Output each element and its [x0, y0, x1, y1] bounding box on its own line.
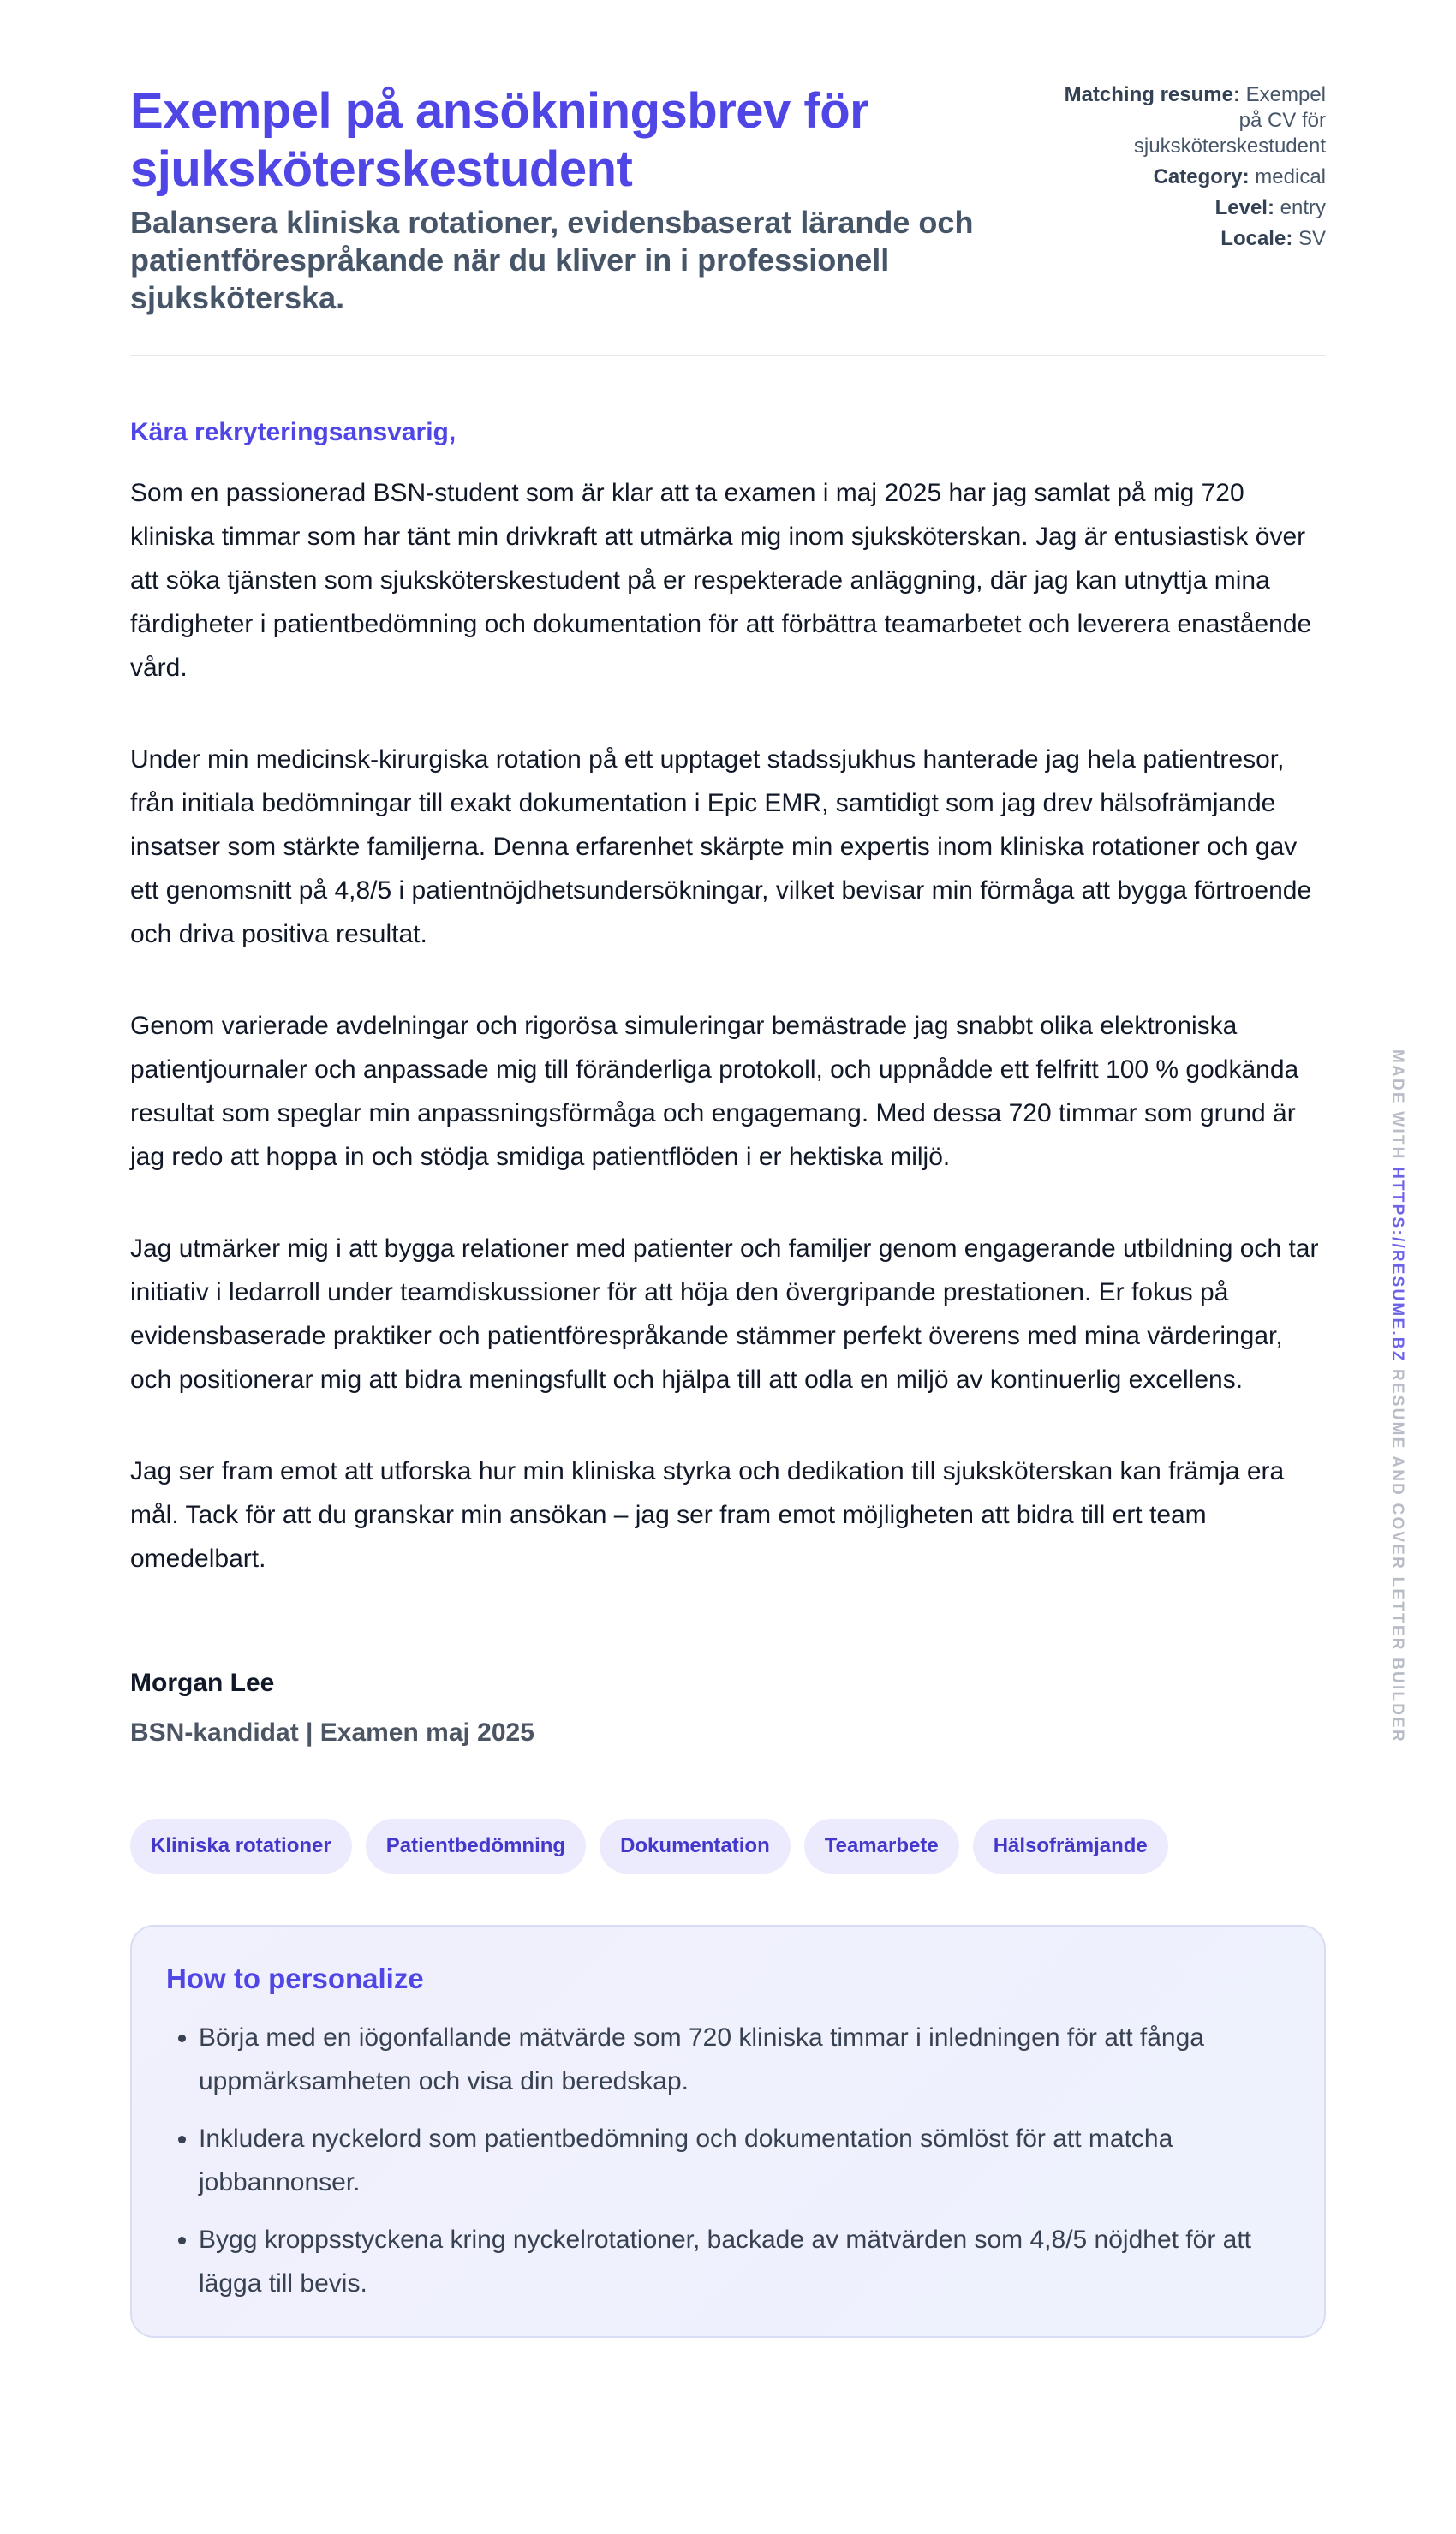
tag-patientbedomning: Patientbedömning: [366, 1819, 586, 1874]
meta-matching-resume-label: Matching resume:: [1064, 83, 1240, 106]
tag-dokumentation: Dokumentation: [600, 1819, 791, 1874]
letter-paragraph-4: Jag utmärker mig i att bygga relationer med patienter och familjer genom engagerande utbildning och tar initiativ i ledarroll under teamdiskussioner för att höja den övergripande prestationen. Er fokus på evidensbaserade praktiker och patientförespråkande stämmer perfekt överens med mina värderingar, och positionerar mig att bidra meningsfullt och hjälpa till att odla en miljö av kontinuerlig excellens.: [130, 1234, 1319, 1394]
tip-item: • Inkludera nyckelord som patientbedömning och dokumentation sömlöst för att matcha jobbannonser.: [199, 2117, 1290, 2204]
meta-level: [1043, 195, 1326, 221]
watermark-link[interactable]: HTTPS://RESUME.BZ: [1388, 1167, 1406, 1363]
signature-name: Morgan Lee: [130, 1669, 275, 1697]
meta-level-value: entry: [1280, 196, 1326, 219]
meta-category: [1043, 164, 1326, 190]
signature-block: [130, 1666, 1326, 1750]
meta-locale: [1043, 226, 1326, 252]
tag-kliniska-rotationer: Kliniska rotationer: [130, 1819, 352, 1874]
meta-locale-value: SV: [1298, 227, 1326, 250]
meta-category-value: medical: [1255, 165, 1326, 188]
tag-halsoframjande: Hälsofrämjande: [973, 1819, 1168, 1874]
meta-info: [1043, 82, 1326, 257]
watermark-suffix: RESUME AND COVER LETTER BUILDER: [1388, 1369, 1406, 1743]
meta-level-label: Level:: [1214, 196, 1274, 219]
meta-category-label: Category:: [1153, 165, 1250, 188]
tip-item: • Börja med en iögonfallande mätvärde som 720 kliniska timmar i inledningen för att fånga uppmärksamheten och visa din beredskap.: [199, 2016, 1290, 2103]
watermark-prefix: MADE WITH: [1388, 1049, 1406, 1161]
header-left: [130, 82, 1004, 317]
page-title: Exempel på ansökningsbrev för sjuksköterskestudent: [130, 83, 869, 197]
meta-matching-resume: [1043, 82, 1326, 159]
letter-paragraph-5: Jag ser fram emot att utforska hur min kliniska styrka och dedikation till sjuksköterskan kan främja era mål. Tack för att du granskar min ansökan – jag ser fram emot möjligheten att bidra till ert team omedelbart.: [130, 1457, 1285, 1573]
letter-paragraph-3: Genom varierade avdelningar och rigorösa simuleringar bemästrade jag snabbt olika elektroniska patientjournaler och anpassade mig till föränderliga protokoll, och uppnådde ett felfritt 100 % godkända resultat som speglar min anpassningsförmåga och engagemang. Med dessa 720 timmar som grund är jag redo att hoppa in och stödja smidiga patientflöden i er hektiska miljö.: [130, 1012, 1299, 1171]
header-divider: [130, 355, 1326, 356]
tips-list: [166, 2016, 1290, 2305]
page-subtitle: Balansera kliniska rotationer, evidensbaserat lärande och patientförespråkande när du kliver in i professionell sjuksköterska.: [130, 205, 974, 315]
letter-greeting: Kära rekryteringsansvarig,: [130, 418, 456, 446]
tips-title: How to personalize: [166, 1963, 424, 1994]
tag-teamarbete: Teamarbete: [804, 1819, 959, 1874]
signature-role: BSN-kandidat | Examen maj 2025: [130, 1718, 534, 1747]
meta-matching-resume-value: Exempel på CV för sjuksköterskestudent: [1133, 83, 1326, 158]
cover-letter-page: [130, 82, 1326, 2338]
header: [130, 82, 1326, 317]
personalize-tips-box: [130, 1925, 1326, 2338]
made-with-watermark: [1387, 1049, 1406, 1743]
tip-item: • Bygg kroppsstyckena kring nyckelrotationer, backade av mätvärden som 4,8/5 nöjdhet för att lägga till bevis.: [199, 2218, 1290, 2305]
letter-paragraph-1: Som en passionerad BSN-student som är klar att ta examen i maj 2025 har jag samlat på mig 720 kliniska timmar som har tänt min drivkraft att utmärka mig inom sjuksköterskan. Jag är entusiastisk över att söka tjänsten som sjuksköterskestudent på er respekterade anläggning, där jag kan utnyttja mina färdigheter i patientbedömning och dokumentation för att förbättra teamarbetet och leverera enastående vård.: [130, 479, 1312, 682]
meta-locale-label: Locale:: [1220, 227, 1293, 250]
letter-paragraph-2: Under min medicinsk-kirurgiska rotation på ett upptaget stadssjukhus hanterade jag hela patientresor, från initiala bedömningar till exakt dokumentation i Epic EMR, samtidigt som jag drev hälsofrämjande insatser som stärkte familjerna. Denna erfarenhet skärpte min expertis inom kliniska rotationer och gav ett genomsnitt på 4,8/5 i patientnöjdhetsundersökningar, vilket bevisar min förmåga att bygga förtroende och driva positiva resultat.: [130, 745, 1312, 948]
keyword-tags: [130, 1819, 1326, 1874]
